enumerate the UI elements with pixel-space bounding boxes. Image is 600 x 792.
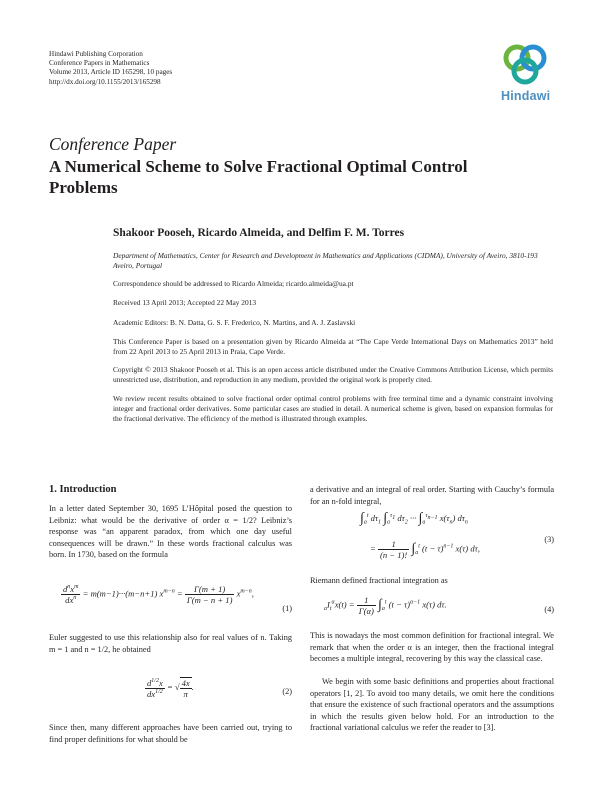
paragraph: In a letter dated September 30, 1695 L’Hôpital posed the question to Leibniz: what would be the derivative of order α = 1/2? Leibniz’s response was “an apparent paradox, from which one day useful consequences will be drawn.” In these words fractional calculus was born. In 1730, based on the formula — [49, 504, 292, 559]
doi-link[interactable]: http://dx.doi.org/10.1155/2013/165298 — [49, 77, 161, 86]
equation-1: $\frac{d^nx^m}{dx^n}$ = m(m−1)···(m−n+1) $x^{m-n}$ = $\frac{\Gamma(m + 1)}{\Gamma(m - n + 1)}$ $x^{m-n}$, (1) — [63, 584, 292, 613]
hindawi-logo-icon — [497, 40, 555, 90]
equation-2: $\frac{d^{1/2}x}{dx^{1/2}}$ = √ $\frac{4x}{\pi}$ . (2) — [147, 677, 292, 699]
abstract: We review recent results obtained to solve fractional order optimal control problems with free terminal time and a dynamic constraint involving integer and fractional order derivatives. Some particular cases are studied in detail. A numerical scheme is given, based on expansion formulas for the fractional derivative. The efficiency of the method is illustrated through examples. — [113, 394, 553, 424]
received-dates: Received 13 April 2013; Accepted 22 May 2013 — [113, 298, 257, 307]
logo-wordmark: Hindawi — [501, 89, 551, 103]
paragraph: Euler suggested to use this relationship also for real values of n. Taking m = 1 and n = 1/2, he obtained — [49, 633, 292, 654]
author-list: Shakoor Pooseh, Ricardo Almeida, and Delfim F. M. Torres — [113, 227, 405, 239]
paragraph: This is nowadays the most common definition for fractional integral. We remark that when the order α is an integer, then the fractional integral becomes a multiple integral, recovering by this way the classical case. — [310, 631, 554, 663]
paper-title: A Numerical Scheme to Solve Fractional Optimal Control Problems — [49, 157, 468, 197]
journal-header — [49, 50, 172, 87]
paragraph: We begin with some basic definitions and properties about fractional operators [1, 2]. To avoid too many details, we omit here the conditions that ensure the existence of such fractional operators and the assumptions in which the results given below hold. For an introduction to the fractional variational calculus we refer the reader to [3]. — [310, 677, 554, 732]
conference-note: This Conference Paper is based on a presentation given by Ricardo Almeida at “The Cape Verde International Days on Mathematics 2013” held from 22 April 2013 to 25 April 2013 in Praia, Cape Verde. — [113, 337, 553, 356]
journal-name: Conference Papers in Mathematics — [49, 59, 150, 68]
equation-number: (3) — [544, 535, 554, 544]
academic-editors: Academic Editors: B. N. Datta, G. S. F. Frederico, N. Martins, and A. J. Zaslavski — [113, 318, 356, 327]
publisher-name: Hindawi Publishing Corporation — [49, 50, 143, 58]
equation-3: $\int_a^t$ $d\tau_1$ $\int_a^{\tau_1}$ $d\tau_2$ ··· $\int_a^{\tau_{n-1}}$ $x(\tau_n)$ $d\tau_n$ = $\frac{1}{(n - 1)!}$ $\int_a^t$ $(t - \tau)^{n-1}$ x(τ) dτ, (3) — [360, 511, 554, 560]
equation-number: (4) — [544, 605, 554, 614]
paragraph: a derivative and an integral of real order. Starting with Cauchy’s formula for an n-fold integral, — [310, 485, 554, 506]
paragraph: Since then, many different approaches have been carried out, trying to find proper definitions for what should be — [49, 723, 292, 744]
paper-type: Conference Paper — [49, 134, 177, 154]
equation-4: $_aI_t^\alpha x(t)$ = $\frac{1}{\Gamma(\alpha)}$ $\int_a^t$ $(t - \tau)^{\alpha-1}$ x(τ) dτ. (4) — [324, 595, 554, 616]
paragraph: Riemann defined fractional integration as — [310, 576, 448, 585]
affiliation: Department of Mathematics, Center for Research and Development in Mathematics and Applications (CIDMA), University of Aveiro, 3810-193 Aveiro, Portugal — [113, 251, 538, 270]
hindawi-logo — [497, 40, 555, 108]
copyright-notice: Copyright © 2013 Shakoor Pooseh et al. This is an open access article distributed under the Creative Commons Attribution License, which permits unrestricted use, distribution, and reproduction in any medium, provided the original work is properly cited. — [113, 365, 553, 384]
volume-info: Volume 2013, Article ID 165298, 10 pages — [49, 68, 173, 77]
correspondence: Correspondence should be addressed to Ricardo Almeida; ricardo.almeida@ua.pt — [113, 279, 354, 288]
equation-number: (2) — [282, 687, 292, 696]
equation-number: (1) — [282, 604, 292, 613]
section-heading: 1. Introduction — [49, 484, 117, 495]
